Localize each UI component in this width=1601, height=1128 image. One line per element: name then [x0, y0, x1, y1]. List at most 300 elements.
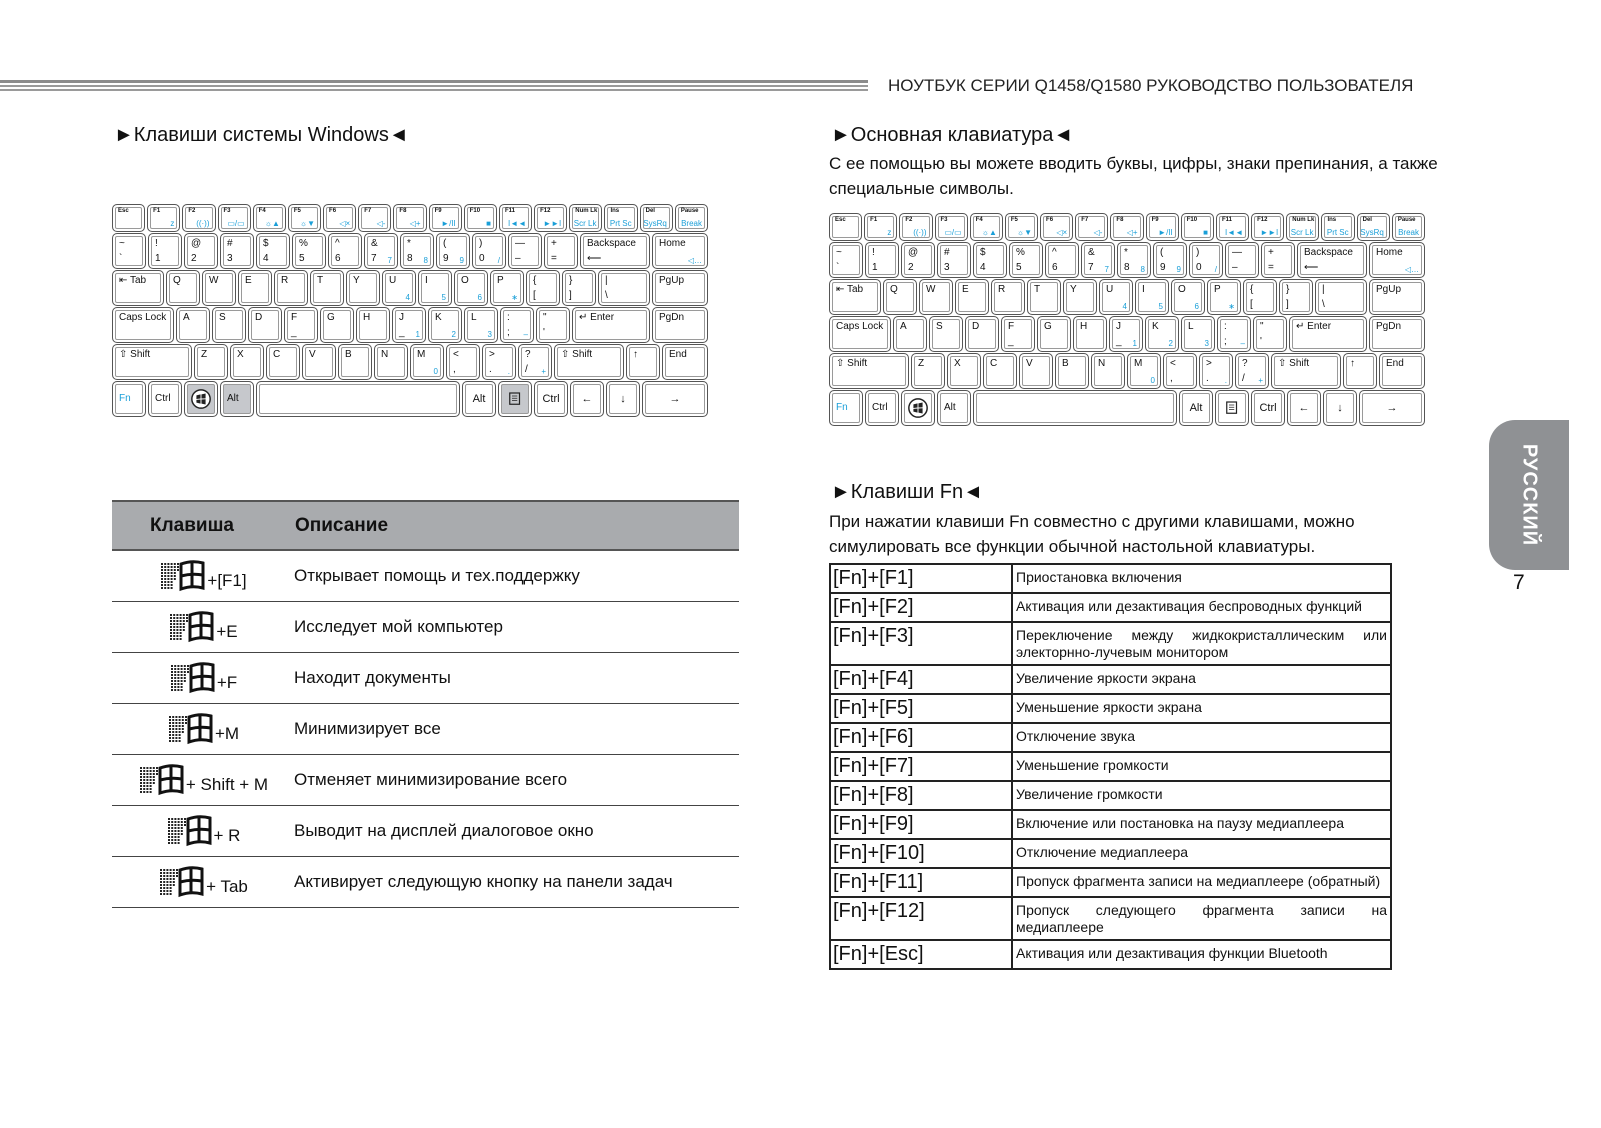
fn-key-description: Отключение медиаплеера — [1012, 839, 1391, 868]
key-fn-1 — [864, 213, 897, 241]
key-q-13 — [1315, 279, 1367, 315]
key-label: U — [389, 275, 397, 286]
key-label: & — [1088, 247, 1095, 258]
key-label: R — [998, 284, 1006, 295]
key-numpad-label: ◁… — [687, 256, 702, 265]
key-fn-6 — [1040, 213, 1073, 241]
key-bottom-9 — [1323, 390, 1357, 426]
key-label: ! — [872, 247, 875, 258]
key-label: * — [407, 238, 411, 249]
key-lower-label: ⟵ — [1304, 262, 1319, 273]
windows-logo-icon — [159, 560, 207, 592]
key-function-label: Scr Lk — [1290, 228, 1314, 237]
key-q-3 — [238, 270, 272, 306]
key-num-11 — [508, 233, 542, 269]
key-z-10 — [518, 344, 552, 380]
key-z-6 — [1091, 353, 1125, 389]
key-fn-10 — [1181, 213, 1214, 241]
fn-key-combo: [Fn]+[F6] — [830, 723, 1012, 752]
row-key-label: + R — [213, 826, 241, 845]
key-label: E — [962, 284, 969, 295]
header-description: Описание — [294, 501, 739, 550]
key-label: F2 — [188, 208, 196, 214]
key-a-0 — [112, 307, 174, 343]
key-fn-6 — [323, 204, 356, 232]
table-row — [112, 550, 739, 602]
key-num-0 — [112, 233, 146, 269]
key-numpad-label: 9 — [459, 256, 464, 265]
key-fn-1 — [147, 204, 180, 232]
key-label: } — [569, 275, 573, 286]
key-lower-label: , — [453, 364, 456, 375]
key-lower-label: , — [1170, 373, 1173, 384]
row-description: Минимизирует все — [294, 704, 739, 755]
key-bottom-0 — [829, 390, 863, 426]
key-num-10 — [1189, 242, 1223, 278]
key-q-6 — [1063, 279, 1097, 315]
key-label: | — [605, 275, 608, 286]
key-numpad-label: 2 — [1168, 339, 1173, 348]
key-numpad-label: 5 — [441, 293, 446, 302]
key-label: Alt — [1189, 402, 1203, 414]
key-label: Backspace — [1304, 247, 1353, 258]
key-num-14 — [1369, 242, 1425, 278]
fn-table-row — [830, 694, 1391, 723]
key-label: F1 — [870, 217, 878, 223]
key-lower-label: ` — [836, 262, 840, 273]
fn-table-row — [830, 665, 1391, 694]
key-num-4 — [973, 242, 1007, 278]
key-z-0 — [829, 353, 909, 389]
key-label: — — [515, 238, 525, 249]
key-q-13 — [598, 270, 650, 306]
main-keyboard-text: С ее помощью вы можете вводить буквы, цифры, знаки препинания, а также специальные символы. — [829, 154, 1438, 198]
key-function-label: ▭/▭ — [944, 228, 962, 237]
key-num-2 — [901, 242, 935, 278]
key-label: : — [1224, 321, 1227, 332]
key-lower-label: [ — [1250, 299, 1253, 310]
key-numpad-label: 7 — [387, 256, 392, 265]
key-label: ^ — [1052, 247, 1057, 258]
key-bottom-1 — [148, 381, 182, 417]
key-function-label: ■ — [486, 219, 491, 228]
key-fn-7 — [358, 204, 391, 232]
key-fn-12 — [534, 204, 567, 232]
fn-table-row — [830, 839, 1391, 868]
key-z-4 — [1019, 353, 1053, 389]
key-num-3 — [937, 242, 971, 278]
key-a-6 — [1073, 316, 1107, 352]
key-label: $ — [980, 247, 986, 258]
key-label: F10 — [469, 208, 481, 214]
key-bottom-2 — [901, 390, 935, 426]
key-fn-15 — [640, 204, 673, 232]
key-numpad-label: 0 — [1150, 376, 1155, 385]
key-label: ↑ — [633, 349, 638, 360]
key-a-8 — [1145, 316, 1179, 352]
key-numpad-label: 1 — [1132, 339, 1137, 348]
fn-table-row — [830, 723, 1391, 752]
key-fn-5 — [288, 204, 321, 232]
key-lower-label: _ — [1116, 336, 1122, 347]
key-lower-label: \ — [605, 290, 608, 301]
row-key — [112, 550, 294, 602]
key-label: ⇧ Shift — [561, 349, 593, 360]
key-function-label: z — [887, 228, 892, 237]
key-z-9 — [1199, 353, 1233, 389]
key-label: G — [327, 312, 335, 323]
key-label: A — [900, 321, 907, 332]
key-label: } — [1286, 284, 1290, 295]
header-key: Клавиша — [112, 501, 294, 550]
key-q-14 — [652, 270, 708, 306]
key-label: F12 — [1257, 217, 1268, 223]
key-label: Q — [173, 275, 181, 286]
row-key — [112, 653, 294, 704]
key-lower-label: 2 — [191, 253, 197, 264]
key-bottom-8 — [1287, 390, 1321, 426]
key-lower-label: _ — [399, 327, 405, 338]
key-q-10 — [1207, 279, 1241, 315]
key-label: Ins — [1327, 217, 1337, 223]
key-num-12 — [1261, 242, 1295, 278]
key-lower-label: – — [515, 253, 521, 264]
key-lower-label: 9 — [1160, 262, 1166, 273]
key-numpad-label: 2 — [451, 330, 456, 339]
key-label: Ctrl — [155, 393, 171, 404]
key-label: F — [291, 312, 298, 323]
key-z-11 — [554, 344, 624, 380]
key-label: F6 — [329, 208, 337, 214]
row-key-label: +M — [214, 724, 240, 743]
fn-key-combo: [Fn]+[F9] — [830, 810, 1012, 839]
key-numpad-label: / — [1214, 265, 1217, 274]
key-label: Num Lk — [575, 208, 598, 214]
key-num-12 — [544, 233, 578, 269]
key-lower-label: 6 — [1052, 262, 1058, 273]
key-function-label: ►/II — [441, 219, 456, 228]
key-fn-14 — [1321, 213, 1354, 241]
key-label: Del — [645, 208, 655, 214]
key-label: R — [281, 275, 289, 286]
key-bottom-4 — [973, 390, 1177, 426]
key-lower-label: 4 — [980, 262, 986, 273]
fn-table-row — [830, 781, 1391, 810]
key-label: F7 — [364, 208, 372, 214]
table-row — [112, 755, 739, 806]
key-q-1 — [166, 270, 200, 306]
key-num-3 — [220, 233, 254, 269]
key-lower-label: ⟵ — [587, 253, 602, 264]
key-lower-label: ] — [569, 290, 572, 301]
key-function-label: ((·)) — [913, 228, 927, 237]
key-fn-4 — [970, 213, 1003, 241]
windows-logo-icon — [166, 815, 214, 847]
key-fn-7 — [1075, 213, 1108, 241]
key-lower-label: \ — [1322, 299, 1325, 310]
key-function-label: Prt Sc — [1326, 228, 1349, 237]
key-num-14 — [652, 233, 708, 269]
key-numpad-label: 5 — [1158, 302, 1163, 311]
fn-key-combo: [Fn]+[F12] — [830, 897, 1012, 940]
key-label: Home — [659, 238, 686, 249]
key-label: > — [1206, 358, 1212, 369]
key-label: F3 — [940, 217, 948, 223]
key-num-11 — [1225, 242, 1259, 278]
key-label: F8 — [399, 208, 407, 214]
key-lower-label: 1 — [155, 253, 161, 264]
fn-keys-title: ►Клавиши Fn◄ — [831, 481, 983, 503]
key-label: T — [1034, 284, 1041, 295]
key-label: F8 — [1116, 217, 1124, 223]
key-z-5 — [1055, 353, 1089, 389]
key-bottom-5 — [462, 381, 496, 417]
key-label: > — [489, 349, 495, 360]
row-key-label: + Tab — [206, 877, 248, 896]
key-q-12 — [562, 270, 596, 306]
key-label: | — [1322, 284, 1325, 295]
key-label: Q — [890, 284, 898, 295]
key-a-5 — [320, 307, 354, 343]
key-function-label: ((·)) — [196, 219, 210, 228]
key-fn-2 — [182, 204, 215, 232]
key-lower-label: 5 — [1016, 262, 1022, 273]
key-function-label: SysRq — [1360, 228, 1384, 237]
key-label: Caps Lock — [119, 312, 167, 323]
key-label: Z — [201, 349, 208, 360]
key-label: ← — [1298, 402, 1310, 414]
key-label: K — [435, 312, 442, 323]
fn-table-row — [830, 810, 1391, 839]
key-function-label: ☼▼ — [299, 219, 316, 228]
key-label: Alt — [944, 402, 956, 413]
key-label: E — [245, 275, 252, 286]
key-z-5 — [338, 344, 372, 380]
key-label: @ — [191, 238, 202, 249]
key-label: Pause — [1397, 217, 1416, 223]
key-label: S — [219, 312, 226, 323]
fn-key-description: Увеличение громкости — [1012, 781, 1391, 810]
fn-key-description: Активация или дезактивация функции Bluetooth — [1012, 940, 1391, 969]
key-lower-label: ' — [543, 327, 545, 338]
fn-table-row — [830, 564, 1391, 593]
key-bottom-6 — [498, 381, 532, 417]
key-fn-12 — [1251, 213, 1284, 241]
key-bottom-3 — [220, 381, 254, 417]
key-lower-label: = — [1268, 262, 1274, 273]
key-label: P — [1214, 284, 1221, 295]
key-z-11 — [1271, 353, 1341, 389]
key-numpad-label: 4 — [1122, 302, 1127, 311]
key-function-label: ◁× — [339, 219, 351, 228]
key-lower-label: 3 — [227, 253, 233, 264]
key-numpad-label: . — [507, 367, 510, 376]
row-description: Активирует следующую кнопку на панели задач — [294, 857, 739, 908]
key-label: J — [399, 312, 404, 323]
key-label: & — [371, 238, 378, 249]
key-bottom-1 — [865, 390, 899, 426]
key-label: # — [227, 238, 233, 249]
key-label: F5 — [1010, 217, 1018, 223]
key-fn-3 — [935, 213, 968, 241]
key-fn-3 — [218, 204, 251, 232]
key-label: " — [1260, 321, 1264, 332]
fn-key-combo: [Fn]+[F3] — [830, 622, 1012, 665]
key-function-label: ◁+ — [1126, 228, 1138, 237]
row-key-label: + Shift + M — [185, 775, 269, 794]
key-num-13 — [1297, 242, 1367, 278]
key-label: Num Lk — [1292, 217, 1315, 223]
key-label: F5 — [293, 208, 301, 214]
key-label: % — [1016, 247, 1025, 258]
key-label: N — [1098, 358, 1106, 369]
key-lower-label: / — [1242, 373, 1245, 384]
key-label: F4 — [975, 217, 983, 223]
key-fn-15 — [1357, 213, 1390, 241]
key-label: Ins — [610, 208, 620, 214]
key-q-14 — [1369, 279, 1425, 315]
key-function-label: Scr Lk — [573, 219, 597, 228]
key-a-0 — [829, 316, 891, 352]
key-num-9 — [1153, 242, 1187, 278]
key-lower-label: 1 — [872, 262, 878, 273]
menu-key-icon — [1226, 401, 1238, 415]
key-numpad-label: – — [1240, 339, 1245, 348]
key-function-label: z — [170, 219, 175, 228]
key-label: ( — [443, 238, 447, 249]
key-bottom-10 — [1359, 390, 1425, 426]
key-fn-14 — [604, 204, 637, 232]
key-label: F12 — [540, 208, 551, 214]
key-label: Caps Lock — [836, 321, 884, 332]
key-a-11 — [1253, 316, 1287, 352]
row-key — [112, 704, 294, 755]
key-label: — — [1232, 247, 1242, 258]
key-num-8 — [1117, 242, 1151, 278]
key-q-5 — [310, 270, 344, 306]
row-description: Отменяет минимизирование всего — [294, 755, 739, 806]
key-a-9 — [464, 307, 498, 343]
key-bottom-2 — [184, 381, 218, 417]
key-num-13 — [580, 233, 650, 269]
key-fn-11 — [499, 204, 532, 232]
row-key — [112, 806, 294, 857]
key-label: I — [425, 275, 428, 286]
key-label: + — [1268, 247, 1274, 258]
key-function-label: SysRq — [643, 219, 667, 228]
key-numpad-label: 3 — [487, 330, 492, 339]
key-a-1 — [176, 307, 210, 343]
key-label: Ctrl — [542, 393, 560, 405]
key-a-9 — [1181, 316, 1215, 352]
key-label: ) — [479, 238, 483, 249]
key-function-label: ▭/▭ — [227, 219, 245, 228]
key-num-1 — [148, 233, 182, 269]
key-q-11 — [526, 270, 560, 306]
key-numpad-label: / — [497, 256, 500, 265]
key-function-label: ►►I — [1260, 228, 1279, 237]
fn-key-description: Уменьшение громкости — [1012, 752, 1391, 781]
key-label: PgDn — [1376, 321, 1402, 332]
key-label: F3 — [223, 208, 231, 214]
key-fn-2 — [899, 213, 932, 241]
key-function-label: Prt Sc — [609, 219, 632, 228]
fn-key-description: Пропуск следующего фрагмента записи на медиаплеере — [1012, 897, 1391, 940]
key-q-9 — [1171, 279, 1205, 315]
key-bottom-6 — [1215, 390, 1249, 426]
key-a-7 — [392, 307, 426, 343]
key-label: Backspace — [587, 238, 636, 249]
key-label: ↵ Enter — [1296, 321, 1332, 332]
key-lower-label: = — [551, 253, 557, 264]
table-row — [112, 704, 739, 755]
key-a-13 — [652, 307, 708, 343]
key-z-8 — [1163, 353, 1197, 389]
key-z-7 — [1127, 353, 1161, 389]
key-function-label: ◁- — [1093, 228, 1103, 237]
key-label: Alt — [227, 393, 239, 404]
table-header-row — [112, 501, 739, 550]
key-q-5 — [1027, 279, 1061, 315]
fn-key-description: Увеличение яркости экрана — [1012, 665, 1391, 694]
key-function-label: ◁- — [376, 219, 386, 228]
key-a-2 — [929, 316, 963, 352]
key-label: End — [669, 349, 687, 360]
key-label: X — [237, 349, 244, 360]
windows-logo-icon — [138, 764, 186, 796]
key-z-1 — [911, 353, 945, 389]
key-a-4 — [284, 307, 318, 343]
fn-table-row — [830, 940, 1391, 969]
key-lower-label: 8 — [1124, 262, 1130, 273]
key-label: % — [299, 238, 308, 249]
key-numpad-label: 9 — [1176, 265, 1181, 274]
key-label: U — [1106, 284, 1114, 295]
key-function-label: ☼▲ — [264, 219, 280, 228]
key-z-10 — [1235, 353, 1269, 389]
key-num-10 — [472, 233, 506, 269]
key-label: M — [417, 349, 426, 360]
key-q-2 — [919, 279, 953, 315]
table-row — [112, 653, 739, 704]
key-label: I — [1142, 284, 1145, 295]
key-label: Ctrl — [872, 402, 888, 413]
key-label: Pause — [680, 208, 699, 214]
key-num-0 — [829, 242, 863, 278]
key-lower-label: . — [1206, 373, 1209, 384]
key-label: Fn — [119, 393, 131, 404]
key-z-6 — [374, 344, 408, 380]
key-label: Z — [918, 358, 925, 369]
key-bottom-0 — [112, 381, 146, 417]
key-label: F11 — [504, 208, 515, 214]
key-label: T — [317, 275, 324, 286]
key-label: K — [1152, 321, 1159, 332]
key-label: @ — [908, 247, 919, 258]
fn-key-combo: [Fn]+[F2] — [830, 593, 1012, 622]
row-key-label: +[F1] — [207, 571, 247, 590]
row-key — [112, 602, 294, 653]
fn-key-combo: [Fn]+[F4] — [830, 665, 1012, 694]
key-lower-label: 8 — [407, 253, 413, 264]
key-label: F1 — [153, 208, 161, 214]
key-label: { — [533, 275, 537, 286]
key-a-3 — [965, 316, 999, 352]
key-fn-16 — [675, 204, 708, 232]
key-num-5 — [292, 233, 326, 269]
key-fn-0 — [112, 204, 145, 232]
fn-key-combo: [Fn]+[F8] — [830, 781, 1012, 810]
